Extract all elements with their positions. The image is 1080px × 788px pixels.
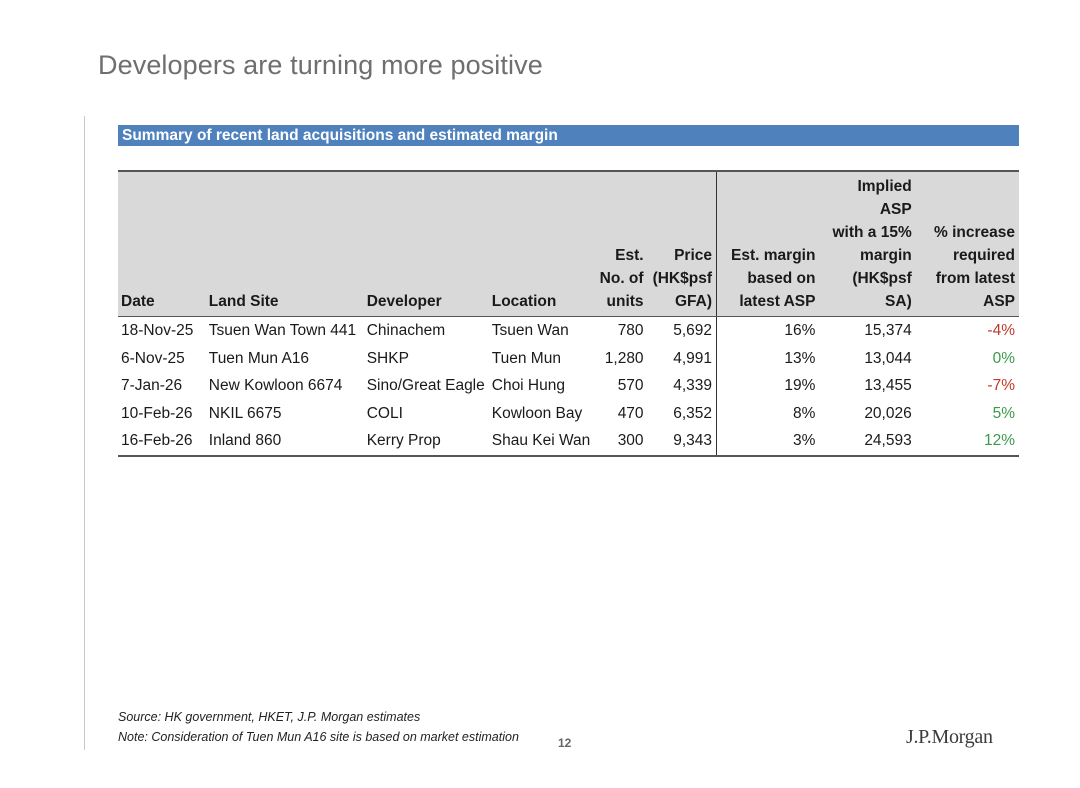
cell-price: 4,339 xyxy=(648,372,717,400)
page-number: 12 xyxy=(558,736,572,750)
header-increase-line: % increase xyxy=(934,224,1015,241)
land-acquisitions-table-container xyxy=(118,170,1019,457)
cell-units: 1,280 xyxy=(604,349,644,367)
cell-margin: 3% xyxy=(717,427,820,456)
source-note: Source: HK government, HKET, J.P. Morgan estimates xyxy=(118,710,421,724)
cell-margin: 19% xyxy=(784,377,816,395)
cell-implied-asp: 13,044 xyxy=(864,349,912,367)
cell-units: 470 xyxy=(617,404,644,422)
header-price-line: (HK$psf xyxy=(652,270,712,287)
header-implied-asp-line: with a 15% xyxy=(832,224,912,241)
header-price xyxy=(648,171,717,317)
cell-developer: Sino/Great Eagle xyxy=(366,377,485,395)
cell-units: 570 xyxy=(617,377,644,395)
cell-developer: Kerry Prop xyxy=(364,427,489,456)
cell-margin: 8% xyxy=(793,404,816,422)
header-developer: Developer xyxy=(364,171,489,317)
cell-increase: -7% xyxy=(987,377,1015,395)
table-row xyxy=(118,400,1019,428)
header-implied-asp-line: Implied ASP xyxy=(857,178,912,218)
cell-margin: 16% xyxy=(784,322,816,339)
table-row xyxy=(118,427,1019,456)
header-location: Location xyxy=(489,171,595,317)
header-price-line: GFA) xyxy=(674,293,712,310)
header-increase xyxy=(916,171,1019,317)
consideration-note: Note: Consideration of Tuen Mun A16 site is based on market estimation xyxy=(118,730,519,744)
header-price-line: Price xyxy=(674,247,712,264)
header-margin xyxy=(717,171,820,317)
cell-land-site: NKIL 6675 xyxy=(208,404,282,422)
table-row xyxy=(118,345,1019,373)
cell-units: 780 xyxy=(617,322,644,339)
header-margin-line: latest ASP xyxy=(739,293,816,310)
cell-developer: COLI xyxy=(366,404,403,422)
cell-location: Kowloon Bay xyxy=(491,404,583,422)
cell-date: 7-Jan-26 xyxy=(121,377,183,395)
cell-price: 6,352 xyxy=(648,400,717,428)
header-implied-asp xyxy=(819,171,915,317)
table-row xyxy=(118,317,1019,345)
header-increase-line: required xyxy=(952,247,1015,264)
footnotes xyxy=(118,707,519,747)
cell-implied-asp: 15,374 xyxy=(864,322,912,339)
header-units-line: units xyxy=(606,293,644,310)
cell-location: Tsuen Wan xyxy=(491,322,569,339)
cell-price: 9,343 xyxy=(648,427,717,456)
header-units-line: Est. xyxy=(615,247,644,264)
cell-location: Shau Kei Wan xyxy=(489,427,595,456)
header-land-site: Land Site xyxy=(206,171,364,317)
cell-developer: Chinachem xyxy=(366,322,446,339)
cell-land-site: Tsuen Wan Town 441 xyxy=(208,322,357,339)
cell-price: 4,991 xyxy=(648,345,717,373)
jpmorgan-logo: J.P.Morgan xyxy=(906,726,993,748)
cell-land-site: Tuen Mun A16 xyxy=(208,349,310,367)
header-implied-asp-line: (HK$psf SA) xyxy=(852,270,912,310)
cell-increase: -4% xyxy=(987,322,1015,339)
header-date: Date xyxy=(118,171,206,317)
cell-increase: 12% xyxy=(916,427,1019,456)
cell-units: 300 xyxy=(595,427,648,456)
header-increase-line: ASP xyxy=(983,293,1015,310)
section-heading: Summary of recent land acquisitions and estimated margin xyxy=(118,125,1019,146)
cell-price: 5,692 xyxy=(648,317,717,345)
cell-implied-asp: 13,455 xyxy=(864,377,912,395)
cell-date: 6-Nov-25 xyxy=(121,349,185,367)
cell-date: 18-Nov-25 xyxy=(121,322,194,339)
header-units-line: No. of xyxy=(599,270,644,287)
header-implied-asp-line: margin xyxy=(860,247,912,264)
table-row xyxy=(118,372,1019,400)
cell-implied-asp: 20,026 xyxy=(864,404,912,422)
land-acquisitions-table xyxy=(118,170,1019,457)
cell-land-site: Inland 860 xyxy=(206,427,364,456)
header-margin-line: based on xyxy=(747,270,816,287)
left-divider xyxy=(84,116,85,750)
cell-land-site: New Kowloon 6674 xyxy=(208,377,343,395)
header-units xyxy=(595,171,648,317)
header-margin-line: Est. margin xyxy=(731,247,816,264)
cell-location: Choi Hung xyxy=(491,377,565,395)
cell-increase: 0% xyxy=(992,349,1015,367)
cell-margin: 13% xyxy=(784,349,816,367)
cell-increase: 5% xyxy=(992,404,1015,422)
cell-date: 16-Feb-26 xyxy=(118,427,206,456)
cell-developer: SHKP xyxy=(366,349,409,367)
header-increase-line: from latest xyxy=(935,270,1015,287)
table-header-row xyxy=(118,171,1019,317)
cell-implied-asp: 24,593 xyxy=(819,427,915,456)
cell-date: 10-Feb-26 xyxy=(121,404,193,422)
slide-title: Developers are turning more positive xyxy=(98,50,543,80)
cell-location: Tuen Mun xyxy=(491,349,561,367)
